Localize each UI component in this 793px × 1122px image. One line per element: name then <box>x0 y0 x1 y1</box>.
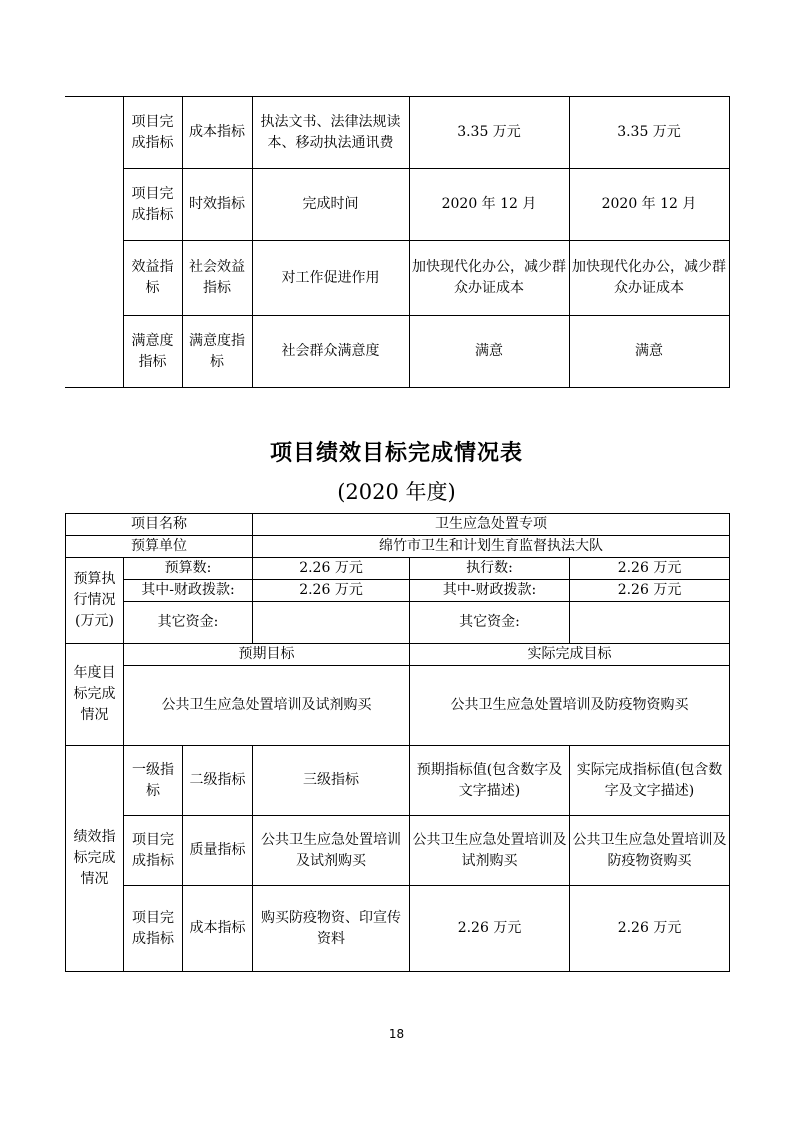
top-row-4-level1: 满意度指标 <box>123 316 182 388</box>
actual-goal-value: 公共卫生应急处置培训及防疫物资购买 <box>410 666 730 746</box>
actual-goal-header: 实际完成目标 <box>410 644 730 666</box>
other-funds-value-actual <box>570 602 730 644</box>
budget-unit-value: 绵竹市卫生和计划生育监督执法大队 <box>253 536 730 558</box>
top-row-2-actual: 2020 年 12 月 <box>569 169 729 241</box>
performance-goal-table <box>65 513 730 972</box>
bottom-row-1-level3: 公共卫生应急处置培训及试剂购买 <box>253 816 410 886</box>
budget-amount-value: 2.26 万元 <box>253 558 410 580</box>
document-title: 项目绩效目标完成情况表 <box>269 441 523 466</box>
expected-goal-value: 公共卫生应急处置培训及试剂购买 <box>124 666 410 746</box>
top-row-2-level3: 完成时间 <box>252 169 409 241</box>
bottom-row-2-level3: 购买防疫物资、印宣传资料 <box>253 886 410 972</box>
top-left-merged-cell <box>65 97 123 388</box>
top-row-3-level2: 社会效益指标 <box>182 241 252 316</box>
page-number: 18 <box>388 1027 405 1041</box>
other-funds-label-expected: 其它资金: <box>124 602 253 644</box>
budget-amount-label: 预算数: <box>124 558 253 580</box>
header-actual-value: 实际完成指标值(包含数字及文字描述) <box>570 746 730 816</box>
top-row-4-level2: 满意度指标 <box>182 316 252 388</box>
top-row-2-level1: 项目完成指标 <box>123 169 182 241</box>
bottom-row-1-expected: 公共卫生应急处置培训及试剂购买 <box>410 816 570 886</box>
top-row-4-actual: 满意 <box>569 316 729 388</box>
budget-section-label: 预算执行情况(万元) <box>66 558 124 644</box>
top-row-1-level2: 成本指标 <box>182 97 252 169</box>
top-row-4-level3: 社会群众满意度 <box>252 316 409 388</box>
top-row-4-expected: 满意 <box>409 316 569 388</box>
project-name-value: 卫生应急处置专项 <box>253 514 730 536</box>
top-row-3-expected: 加快现代化办公，减少群众办证成本 <box>409 241 569 316</box>
fiscal-value-expected: 2.26 万元 <box>253 580 410 602</box>
top-indicator-table <box>65 96 730 388</box>
bottom-row-2-level1: 项目完成指标 <box>124 886 183 972</box>
fiscal-label-actual: 其中-财政拨款: <box>410 580 570 602</box>
header-level2: 二级指标 <box>183 746 253 816</box>
top-row-1-expected: 3.35 万元 <box>409 97 569 169</box>
project-name-label: 项目名称 <box>66 514 253 536</box>
bottom-row-1-level1: 项目完成指标 <box>124 816 183 886</box>
header-level3: 三级指标 <box>253 746 410 816</box>
top-row-2-expected: 2020 年 12 月 <box>409 169 569 241</box>
bottom-row-2-expected: 2.26 万元 <box>410 886 570 972</box>
exec-amount-value: 2.26 万元 <box>570 558 730 580</box>
top-row-1-level1: 项目完成指标 <box>123 97 182 169</box>
other-funds-value-expected <box>253 602 410 644</box>
fiscal-label-expected: 其中-财政拨款: <box>124 580 253 602</box>
budget-unit-label: 预算单位 <box>66 536 253 558</box>
top-row-1-actual: 3.35 万元 <box>569 97 729 169</box>
top-row-3-actual: 加快现代化办公，减少群众办证成本 <box>569 241 729 316</box>
bottom-row-1-level2: 质量指标 <box>183 816 253 886</box>
bottom-row-1-actual: 公共卫生应急处置培训及防疫物资购买 <box>570 816 730 886</box>
other-funds-label-actual: 其它资金: <box>410 602 570 644</box>
fiscal-value-actual: 2.26 万元 <box>570 580 730 602</box>
document-year: (2020 年度) <box>337 480 456 504</box>
top-row-1-level3: 执法文书、法律法规读本、移动执法通讯费 <box>252 97 409 169</box>
top-row-3-level1: 效益指标 <box>123 241 182 316</box>
bottom-row-2-actual: 2.26 万元 <box>570 886 730 972</box>
top-row-2-level2: 时效指标 <box>182 169 252 241</box>
performance-indicator-label: 绩效指标完成情况 <box>66 746 124 972</box>
expected-goal-header: 预期目标 <box>124 644 410 666</box>
bottom-row-2-level2: 成本指标 <box>183 886 253 972</box>
annual-goal-label: 年度目标完成情况 <box>66 644 124 746</box>
top-row-3-level3: 对工作促进作用 <box>252 241 409 316</box>
header-level1: 一级指标 <box>124 746 183 816</box>
exec-amount-label: 执行数: <box>410 558 570 580</box>
header-expected-value: 预期指标值(包含数字及文字描述) <box>410 746 570 816</box>
